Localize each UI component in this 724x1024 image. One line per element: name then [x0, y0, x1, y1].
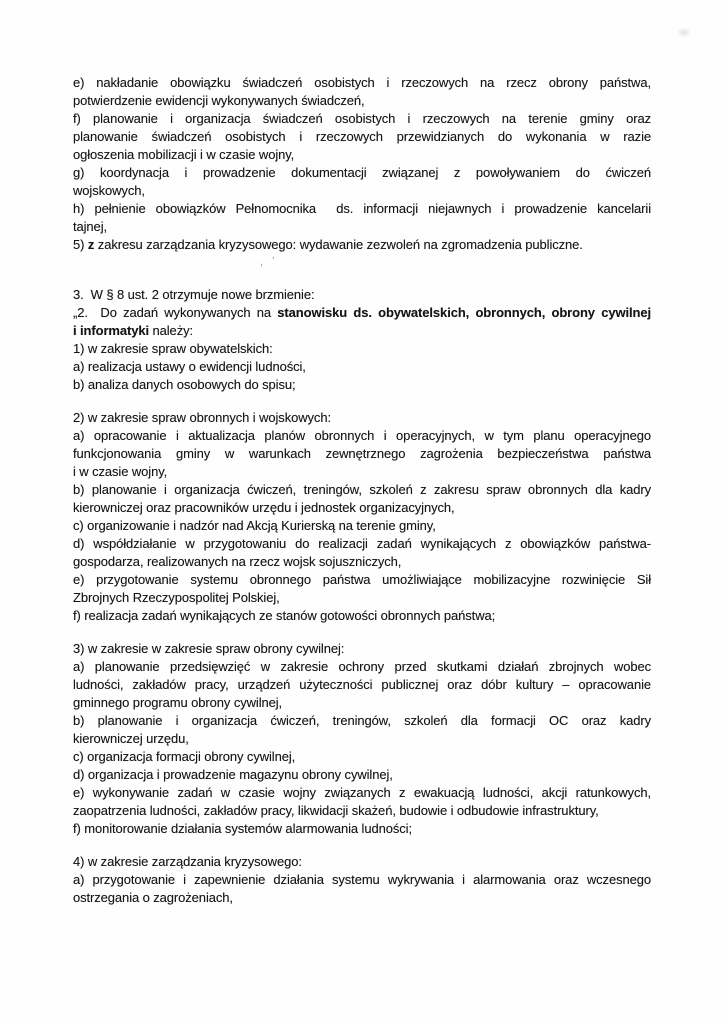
paragraph	[73, 304, 651, 340]
text-segment: wojskowych,	[73, 183, 145, 198]
text-segment: ogłoszenia mobilizacji i w czasie wojny,	[73, 147, 295, 162]
text-line	[73, 409, 651, 427]
text-line	[73, 640, 651, 658]
text-segment: i w czasie wojny,	[73, 464, 168, 479]
text-segment: c) organizacja formacji obrony cywilnej,	[73, 749, 296, 764]
text-segment: zaopatrzenia ludności, zakładów pracy, likwidacji skażeń, budowie i odbudowie infrastruktury,	[73, 803, 599, 818]
text-segment: d) organizacja i prowadzenie magazynu obrony cywilnej,	[73, 767, 393, 782]
paragraph	[73, 607, 651, 625]
paragraph	[73, 286, 651, 304]
paragraph	[73, 748, 651, 766]
text-line	[73, 110, 651, 128]
text-segment: e) wykonywanie zadań w czasie wojny związanych z ewakuacją ludności, akcji ratunkowych,	[73, 785, 651, 800]
bold-text-segment: i informatyki	[73, 323, 149, 338]
paragraph	[73, 712, 651, 748]
text-segment: a) planowanie przedsięwzięć w zakresie ochrony przed skutkami działań zbrojnych wobec	[73, 659, 651, 674]
paragraph	[73, 236, 651, 254]
paragraph	[73, 358, 651, 376]
text-line	[73, 322, 651, 340]
text-segment: f) monitorowanie działania systemów alarmowania ludności;	[73, 821, 412, 836]
text-line	[73, 607, 651, 625]
scan-smudge-artifact	[676, 27, 692, 38]
text-line	[73, 853, 651, 871]
paragraph	[73, 853, 651, 871]
text-segment: planowanie świadczeń osobistych i rzeczowych przewidzianych do wykonania w razie	[73, 129, 651, 144]
text-line	[73, 218, 651, 236]
text-line	[73, 589, 651, 607]
text-segment: 3. W § 8 ust. 2 otrzymuje nowe brzmienie:	[73, 287, 315, 302]
paragraph	[73, 409, 651, 427]
text-line	[73, 535, 651, 553]
text-segment: d) współdziałanie w przygotowaniu do realizacji zadań wynikających z obowiązków państwa-	[73, 536, 651, 551]
text-segment: e) przygotowanie systemu obronnego państwa umożliwiające mobilizacyjne rozwinięcie Sił	[73, 572, 651, 587]
text-line	[73, 463, 651, 481]
text-segment: a) przygotowanie i zapewnienie działania systemu wykrywania i alarmowania oraz wczesnego	[73, 872, 651, 887]
paragraph	[73, 340, 651, 358]
text-segment: 5)	[73, 237, 88, 252]
text-line	[73, 571, 651, 589]
text-line	[73, 92, 651, 110]
text-segment: gospodarza, realizowanych na rzecz wojsk sojuszniczych,	[73, 554, 402, 569]
text-line	[73, 286, 651, 304]
text-line	[73, 748, 651, 766]
text-line	[73, 164, 651, 182]
paragraph	[73, 820, 651, 838]
text-line	[73, 128, 651, 146]
text-line	[73, 445, 651, 463]
stray-scan-mark: , ʼ	[260, 256, 278, 268]
text-line	[73, 376, 651, 394]
text-segment: f) realizacja zadań wynikających ze stanów gotowości obronnych państwa;	[73, 608, 496, 623]
text-line	[73, 74, 651, 92]
text-line	[73, 427, 651, 445]
bold-text-segment: stanowisku ds. obywatelskich, obronnych, obrony cywilnej	[277, 305, 651, 320]
text-segment: g) koordynacja i prowadzenie dokumentacji związanej z powoływaniem do ćwiczeń	[73, 165, 651, 180]
paragraph	[73, 200, 651, 236]
text-segment: h) pełnienie obowiązków Pełnomocnika ds. informacji niejawnych i prowadzenie kancelarii	[73, 201, 651, 216]
text-line	[73, 499, 651, 517]
text-segment: kierowniczej oraz pracowników urzędu i jednostek organizacyjnych,	[73, 500, 455, 515]
paragraph	[73, 517, 651, 535]
text-line	[73, 712, 651, 730]
paragraph	[73, 784, 651, 820]
text-line	[73, 802, 651, 820]
text-segment: potwierdzenie ewidencji wykonywanych świadczeń,	[73, 93, 365, 108]
text-segment: należy:	[149, 323, 194, 338]
text-line	[73, 182, 651, 200]
text-line	[73, 820, 651, 838]
paragraph	[73, 481, 651, 517]
text-line	[73, 676, 651, 694]
paragraph	[73, 640, 651, 658]
text-segment: „2. Do zadań wykonywanych na	[73, 305, 278, 320]
text-segment: tajnej,	[73, 219, 107, 234]
document-body	[73, 74, 651, 907]
text-segment: 4) w zakresie zarządzania kryzysowego:	[73, 854, 302, 869]
text-segment: f) planowanie i organizacja świadczeń osobistych i rzeczowych na terenie gminy oraz	[73, 111, 651, 126]
text-segment: b) planowanie i organizacja ćwiczeń, treningów, szkoleń dla formacji OC oraz kadry	[73, 713, 651, 728]
text-segment: kierowniczej urzędu,	[73, 731, 189, 746]
text-line	[73, 340, 651, 358]
text-line	[73, 889, 651, 907]
text-line	[73, 658, 651, 676]
text-segment: ludności, zakładów pracy, urządzeń użyteczności publicznej oraz dóbr kultury – opracowanie	[73, 677, 651, 692]
text-segment: e) nakładanie obowiązku świadczeń osobistych i rzeczowych na rzecz obrony państwa,	[73, 75, 651, 90]
text-segment: b) analiza danych osobowych do spisu;	[73, 377, 296, 392]
text-line	[73, 694, 651, 712]
bold-text-segment: z	[87, 237, 95, 252]
text-line	[73, 358, 651, 376]
text-line	[73, 553, 651, 571]
text-segment: c) organizowanie i nadzór nad Akcją Kurierską na terenie gminy,	[73, 518, 436, 533]
text-segment: Zbrojnych Rzeczypospolitej Polskiej,	[73, 590, 280, 605]
text-line	[73, 200, 651, 218]
paragraph	[73, 535, 651, 571]
paragraph	[73, 871, 651, 907]
text-line	[73, 236, 651, 254]
paragraph	[73, 164, 651, 200]
paragraph	[73, 376, 651, 394]
paragraph	[73, 658, 651, 712]
paragraph	[73, 571, 651, 607]
text-segment: gminnego programu obrony cywilnej,	[73, 695, 283, 710]
text-line	[73, 481, 651, 499]
text-segment: a) opracowanie i aktualizacja planów obronnych i operacyjnych, w tym planu operacyjnego	[73, 428, 651, 443]
text-line	[73, 766, 651, 784]
text-segment: funkcjonowania gminy w warunkach zewnętrznego zagrożenia bezpieczeństwa państwa	[73, 446, 651, 461]
text-segment: zakresu zarządzania kryzysowego: wydawanie zezwoleń na zgromadzenia publiczne.	[94, 237, 583, 252]
text-line	[73, 784, 651, 802]
text-segment: 2) w zakresie spraw obronnych i wojskowych:	[73, 410, 331, 425]
text-line	[73, 871, 651, 889]
text-line	[73, 146, 651, 164]
text-line	[73, 304, 651, 322]
text-segment: 3) w zakresie w zakresie spraw obrony cywilnej:	[73, 641, 345, 656]
text-segment: ostrzegania o zagrożeniach,	[73, 890, 233, 905]
paragraph	[73, 766, 651, 784]
text-line	[73, 517, 651, 535]
paragraph	[73, 74, 651, 110]
text-segment: b) planowanie i organizacja ćwiczeń, treningów, szkoleń z zakresu spraw obronnych dla kadry	[73, 482, 651, 497]
text-segment: 1) w zakresie spraw obywatelskich:	[73, 341, 273, 356]
paragraph	[73, 110, 651, 164]
paragraph	[73, 427, 651, 481]
text-segment: a) realizacja ustawy o ewidencji ludności,	[73, 359, 306, 374]
text-line	[73, 730, 651, 748]
